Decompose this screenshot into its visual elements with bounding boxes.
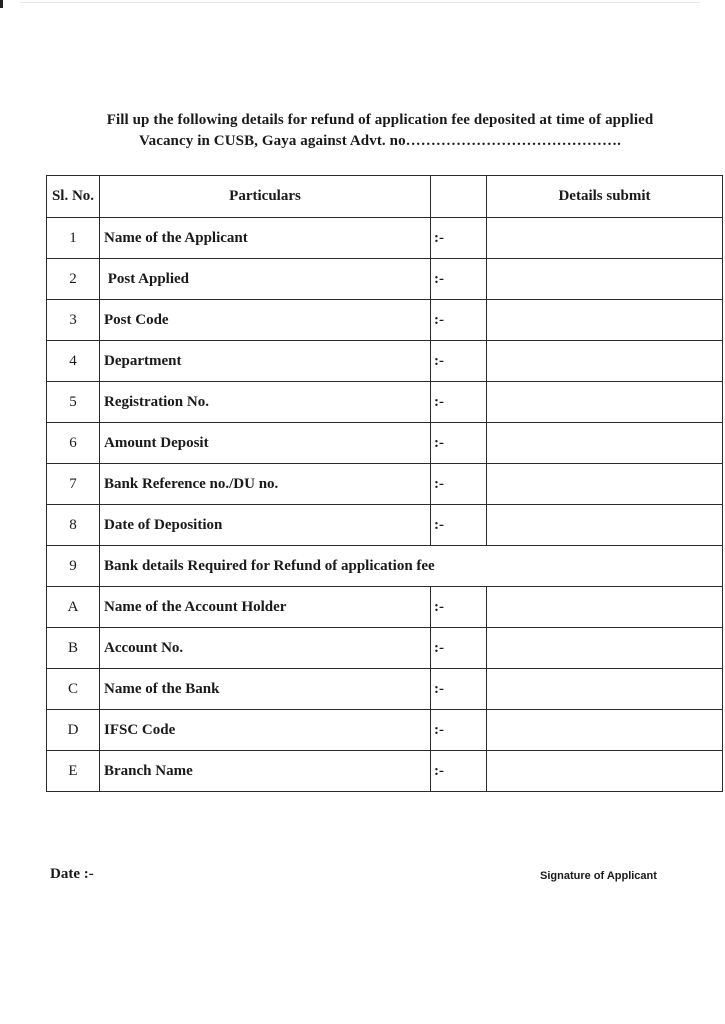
date-label: Date :- <box>50 866 94 882</box>
table-header-row <box>47 176 723 218</box>
section-title: Bank details Required for Refund of application fee <box>100 546 723 587</box>
department-field[interactable] <box>487 341 723 382</box>
ifsc-code-field[interactable] <box>487 710 723 751</box>
row-particular: Name of the Account Holder <box>100 587 431 628</box>
row-separator: :- <box>431 710 487 751</box>
signature-label: Signature of Applicant <box>540 870 657 882</box>
table-row <box>47 341 723 382</box>
row-sl-no: 6 <box>47 423 100 464</box>
scan-top-line <box>20 2 700 3</box>
row-sl-no: E <box>47 751 100 792</box>
row-sl-no: 8 <box>47 505 100 546</box>
row-particular: Registration No. <box>100 382 431 423</box>
refund-details-table <box>46 175 723 792</box>
post-applied-field[interactable] <box>487 259 723 300</box>
row-sl-no: 1 <box>47 218 100 259</box>
section-sl-no: 9 <box>47 546 100 587</box>
row-sl-no: A <box>47 587 100 628</box>
table-row <box>47 628 723 669</box>
branch-name-field[interactable] <box>487 751 723 792</box>
row-separator: :- <box>431 505 487 546</box>
row-separator: :- <box>431 218 487 259</box>
row-particular: Account No. <box>100 628 431 669</box>
table-row <box>47 751 723 792</box>
row-particular: Post Applied <box>100 259 431 300</box>
row-sl-no: 7 <box>47 464 100 505</box>
row-separator: :- <box>431 464 487 505</box>
row-particular: Bank Reference no./DU no. <box>100 464 431 505</box>
row-particular: Amount Deposit <box>100 423 431 464</box>
bank-details-section-row <box>47 546 723 587</box>
applicant-name-field[interactable] <box>487 218 723 259</box>
row-particular: Post Code <box>100 300 431 341</box>
row-sl-no: B <box>47 628 100 669</box>
registration-no-field[interactable] <box>487 382 723 423</box>
row-separator: :- <box>431 628 487 669</box>
row-sl-no: 4 <box>47 341 100 382</box>
row-particular: Name of the Applicant <box>100 218 431 259</box>
bank-name-field[interactable] <box>487 669 723 710</box>
row-particular: Department <box>100 341 431 382</box>
table-row <box>47 505 723 546</box>
row-separator: :- <box>431 751 487 792</box>
row-separator: :- <box>431 259 487 300</box>
amount-deposit-field[interactable] <box>487 423 723 464</box>
row-sl-no: D <box>47 710 100 751</box>
form-heading <box>60 110 700 152</box>
heading-line-1: Fill up the following details for refund of application fee deposited at time of applied <box>106 112 654 128</box>
header-separator <box>431 176 487 218</box>
table-row <box>47 587 723 628</box>
row-separator: :- <box>431 341 487 382</box>
header-sl-no: Sl. No. <box>47 176 100 218</box>
table-row <box>47 382 723 423</box>
row-particular: Date of Deposition <box>100 505 431 546</box>
header-details-submit: Details submit <box>487 176 723 218</box>
header-particulars: Particulars <box>100 176 431 218</box>
date-of-deposition-field[interactable] <box>487 505 723 546</box>
heading-line-2: Vacancy in CUSB, Gaya against Advt. no……………………………………. <box>139 133 621 149</box>
table-row <box>47 218 723 259</box>
table-row <box>47 669 723 710</box>
table-row <box>47 710 723 751</box>
row-separator: :- <box>431 587 487 628</box>
table-row <box>47 259 723 300</box>
row-sl-no: 3 <box>47 300 100 341</box>
row-particular: Branch Name <box>100 751 431 792</box>
bank-reference-field[interactable] <box>487 464 723 505</box>
row-particular: IFSC Code <box>100 710 431 751</box>
row-separator: :- <box>431 382 487 423</box>
row-separator: :- <box>431 669 487 710</box>
account-holder-field[interactable] <box>487 587 723 628</box>
table-row <box>47 423 723 464</box>
table-row <box>47 464 723 505</box>
table-row <box>47 300 723 341</box>
account-no-field[interactable] <box>487 628 723 669</box>
row-separator: :- <box>431 423 487 464</box>
row-sl-no: C <box>47 669 100 710</box>
row-sl-no: 2 <box>47 259 100 300</box>
row-particular: Name of the Bank <box>100 669 431 710</box>
scan-edge-mark <box>0 0 3 8</box>
row-sl-no: 5 <box>47 382 100 423</box>
row-separator: :- <box>431 300 487 341</box>
post-code-field[interactable] <box>487 300 723 341</box>
